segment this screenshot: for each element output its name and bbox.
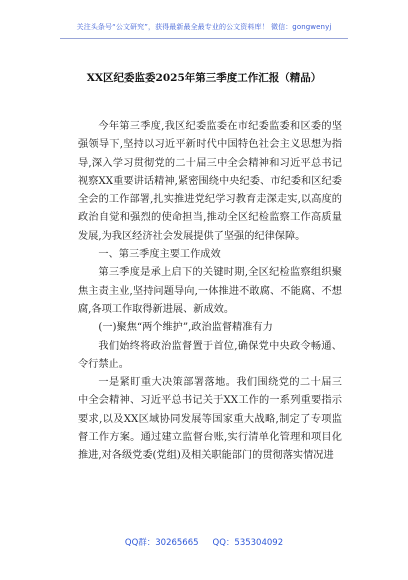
footer-contact (0, 536, 408, 548)
paragraph-point-1: 一是紧盯重大决策部署落地。我们围绕党的二十届三中全会精神、习近平总书记关于XX工作的一系列重要指示要求,以及XX区域协同发展等国家重大战略,制定了专项监督工作方案。通过建立监督台账,实行清单化管理和项目化推进,对各级党委(党组)及相关职能部门的贯彻落实情况进 (78, 377, 342, 462)
paragraph-section-1: 第三季度是承上启下的关键时期,全区纪检监察组织聚焦主责主业,坚持问题导向,一体推进不敢腐、不能腐、不想腐,各项工作取得新进展、新成效。 (78, 267, 342, 315)
footer-qq: QQ：535304092 (212, 538, 284, 548)
subsection-heading-1: (一)聚焦“两个维护”,政治监督精准有力 (98, 322, 273, 334)
header-banner: 关注头条号“公文研究”，获得最新最全最专业的公文资料库！ 微信：gongwenyj (76, 23, 332, 31)
document-body (78, 118, 342, 466)
section-heading-1: 一、第三季度主要工作成效 (98, 249, 221, 261)
document-title: XX区纪委监委2025年第三季度工作汇报（精品） (86, 72, 322, 84)
paragraph-intro: 今年第三季度,我区纪委监委在市纪委监委和区委的坚强领导下,坚持以习近平新时代中国特色社会主义思想为指导,深入学习贯彻党的二十届三中全会精神和习近平总书记视察XX重要讲话精神,紧密围绕中央纪委、市纪委和区纪委全会的工作部署,扎实推进党纪学习教育走深走实,以高度的政治自觉和强烈的使命担当,推动全区纪检监察工作高质量发展,为我区经济社会发展提供了坚强的纪律保障。 (78, 121, 342, 242)
paragraph-subsection-1: 我们始终将政治监督置于首位,确保党中央政令畅通、令行禁止。 (78, 340, 342, 370)
footer-qq-group: QQ群：30265665 (124, 538, 199, 548)
header-divider (60, 38, 348, 39)
